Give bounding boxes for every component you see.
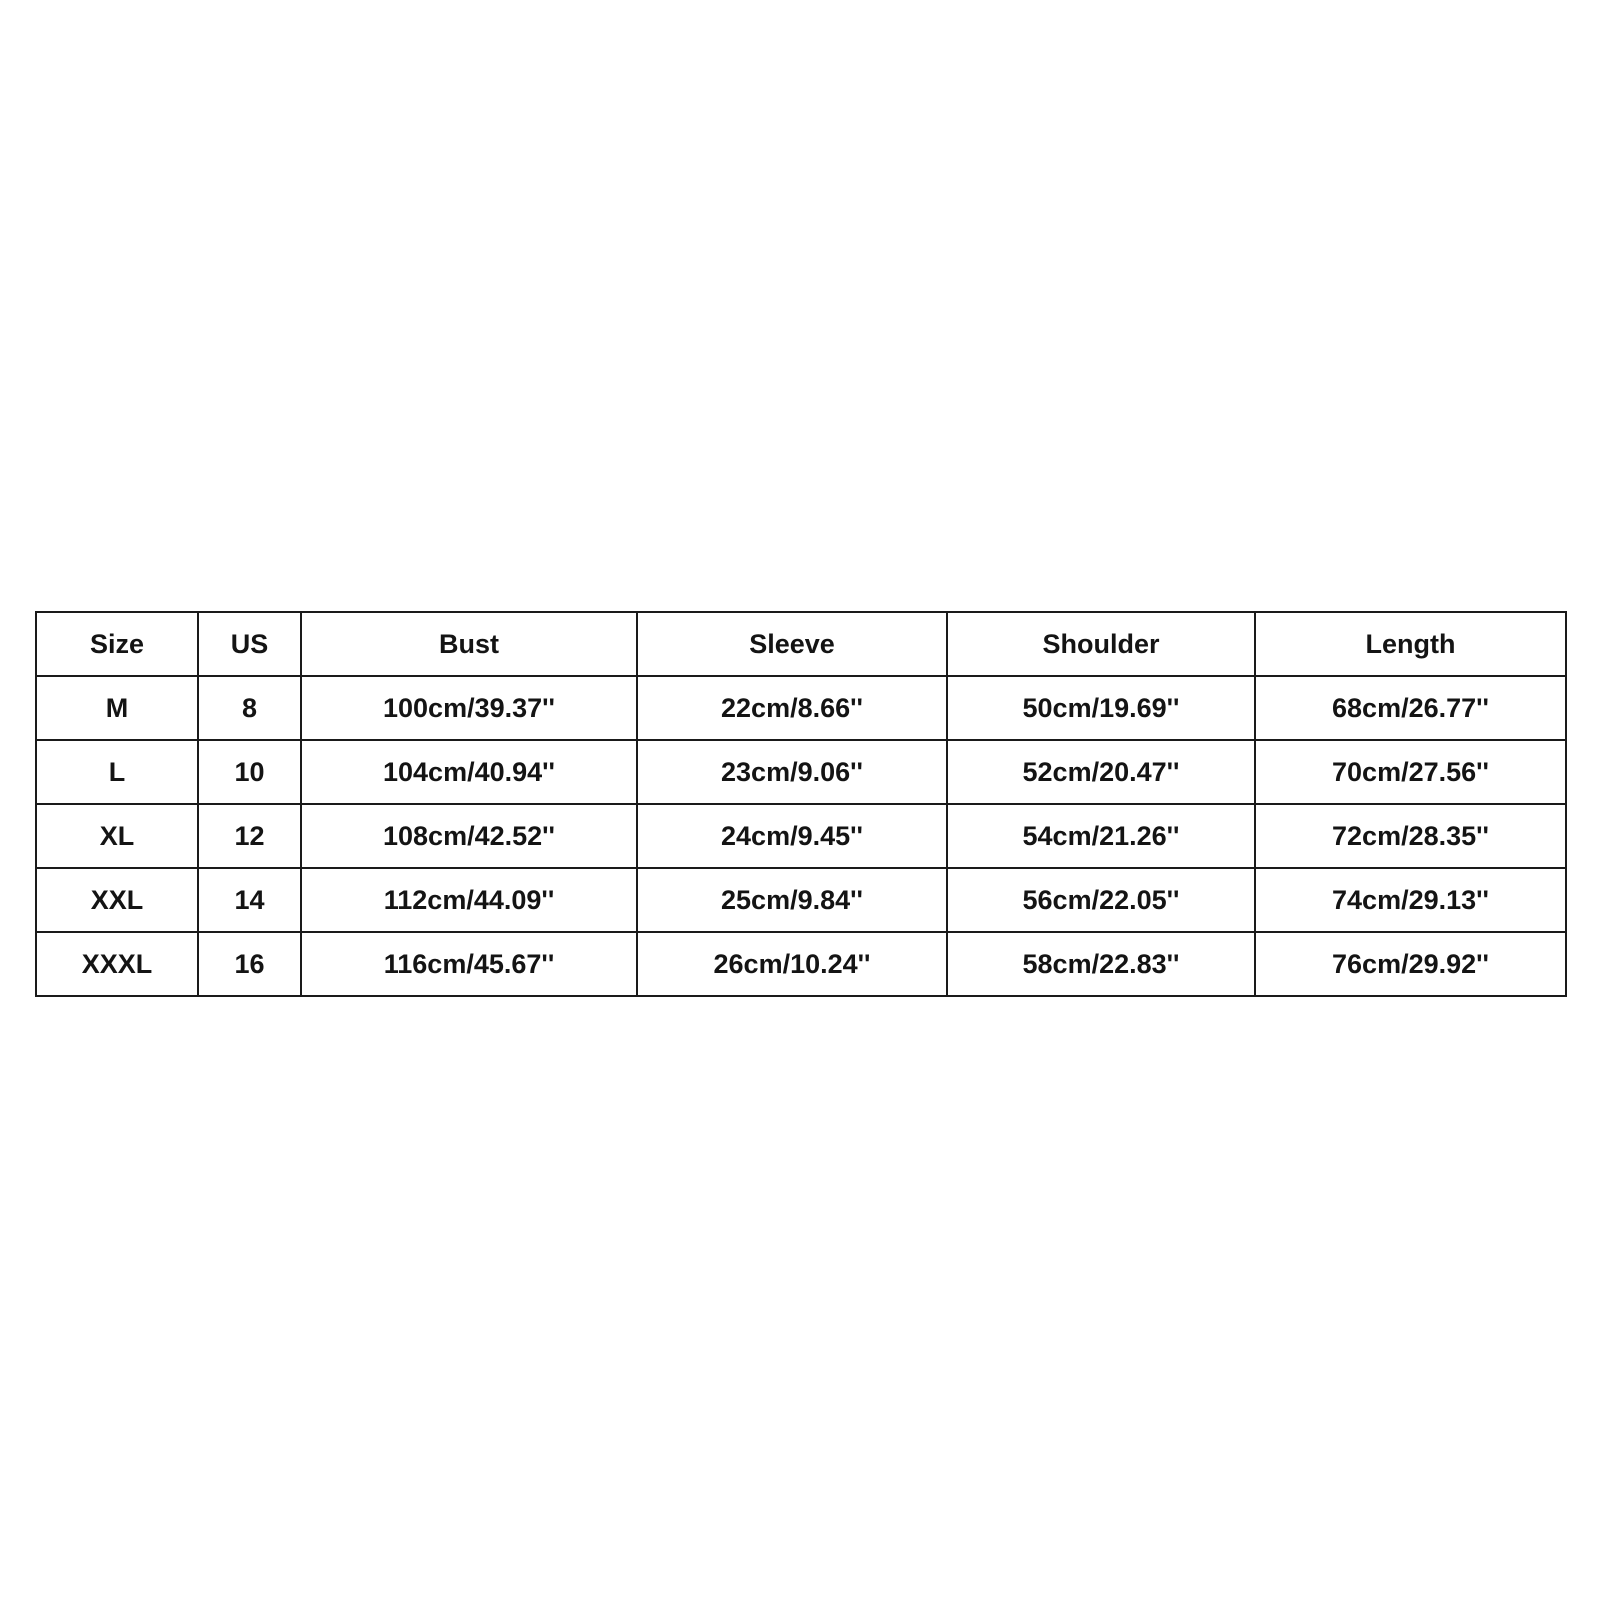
table-row [36,676,1566,740]
cell-sleeve: 26cm/10.24'' [637,932,947,996]
cell-shoulder: 58cm/22.83'' [947,932,1255,996]
cell-bust: 100cm/39.37'' [301,676,637,740]
header-size: Size [36,612,198,676]
cell-bust: 108cm/42.52'' [301,804,637,868]
cell-sleeve: 23cm/9.06'' [637,740,947,804]
cell-length: 72cm/28.35'' [1255,804,1566,868]
header-bust: Bust [301,612,637,676]
header-shoulder: Shoulder [947,612,1255,676]
header-us: US [198,612,301,676]
cell-us: 12 [198,804,301,868]
cell-bust: 116cm/45.67'' [301,932,637,996]
cell-size: XL [36,804,198,868]
size-chart-table [35,611,1567,997]
cell-sleeve: 22cm/8.66'' [637,676,947,740]
cell-size: M [36,676,198,740]
header-length: Length [1255,612,1566,676]
cell-sleeve: 25cm/9.84'' [637,868,947,932]
table-row [36,740,1566,804]
cell-length: 76cm/29.92'' [1255,932,1566,996]
cell-us: 14 [198,868,301,932]
cell-length: 74cm/29.13'' [1255,868,1566,932]
cell-bust: 104cm/40.94'' [301,740,637,804]
table-row [36,868,1566,932]
cell-size: L [36,740,198,804]
cell-sleeve: 24cm/9.45'' [637,804,947,868]
cell-shoulder: 56cm/22.05'' [947,868,1255,932]
table-header-row [36,612,1566,676]
cell-us: 8 [198,676,301,740]
cell-length: 70cm/27.56'' [1255,740,1566,804]
cell-us: 10 [198,740,301,804]
cell-shoulder: 52cm/20.47'' [947,740,1255,804]
table-row [36,932,1566,996]
table-row [36,804,1566,868]
cell-us: 16 [198,932,301,996]
cell-size: XXXL [36,932,198,996]
header-sleeve: Sleeve [637,612,947,676]
cell-shoulder: 54cm/21.26'' [947,804,1255,868]
cell-bust: 112cm/44.09'' [301,868,637,932]
cell-size: XXL [36,868,198,932]
cell-shoulder: 50cm/19.69'' [947,676,1255,740]
cell-length: 68cm/26.77'' [1255,676,1566,740]
